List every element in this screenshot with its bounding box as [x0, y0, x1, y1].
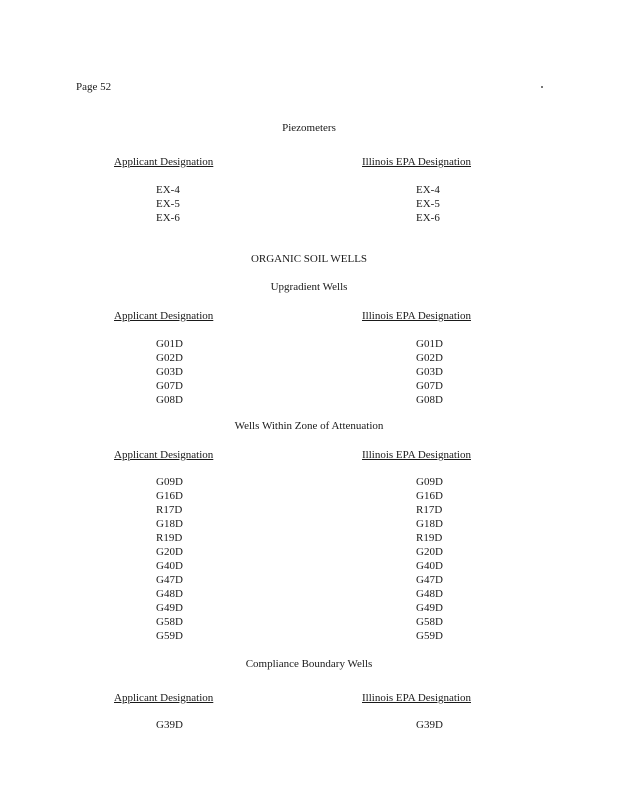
list-item: G39D	[156, 719, 183, 731]
applicant-header: Applicant Designation	[114, 310, 214, 322]
applicant-header: Applicant Designation	[114, 156, 214, 168]
epa-column	[416, 718, 456, 732]
list-item: G20D	[156, 546, 183, 558]
list-item: G08D	[156, 394, 183, 406]
applicant-column	[156, 475, 196, 643]
list-item: G20D	[416, 546, 443, 558]
list-item: G48D	[416, 588, 443, 600]
epa-header: Illinois EPA Designation	[362, 156, 471, 168]
list-item: G02D	[156, 352, 183, 364]
applicant-header: Applicant Designation	[114, 449, 214, 461]
section-title-attenuation: Wells Within Zone of Attenuation	[234, 420, 384, 432]
section-title-compliance: Compliance Boundary Wells	[245, 658, 373, 670]
epa-column	[416, 337, 456, 407]
applicant-column	[156, 337, 196, 407]
list-item: G07D	[416, 380, 443, 392]
list-item: EX-6	[156, 212, 180, 224]
epa-header: Illinois EPA Designation	[362, 692, 471, 704]
list-item: G40D	[416, 560, 443, 572]
list-item: G03D	[416, 366, 443, 378]
list-item: G58D	[416, 616, 443, 628]
list-item: G16D	[416, 490, 443, 502]
list-item: G59D	[156, 630, 183, 642]
list-item: G49D	[156, 602, 183, 614]
list-item: G47D	[416, 574, 443, 586]
list-item: G03D	[156, 366, 183, 378]
section-title-upgradient: Upgradient Wells	[270, 281, 348, 293]
applicant-column	[156, 183, 196, 225]
list-item: G58D	[156, 616, 183, 628]
list-item: G09D	[156, 476, 183, 488]
list-item: G01D	[156, 338, 183, 350]
list-item: G18D	[156, 518, 183, 530]
list-item: R17D	[416, 504, 443, 516]
epa-column	[416, 475, 456, 643]
list-item: G08D	[416, 394, 443, 406]
page-number: Page 52	[76, 81, 112, 93]
list-item: G47D	[156, 574, 183, 586]
section-title-piezometers: Piezometers	[282, 122, 336, 134]
list-item: G59D	[416, 630, 443, 642]
list-item: G09D	[416, 476, 443, 488]
list-item: G16D	[156, 490, 183, 502]
epa-column	[416, 183, 456, 225]
list-item: EX-4	[416, 184, 440, 196]
list-item: EX-4	[156, 184, 180, 196]
list-item: G01D	[416, 338, 443, 350]
list-item: EX-5	[156, 198, 180, 210]
list-item: R19D	[156, 532, 183, 544]
list-item: G49D	[416, 602, 443, 614]
list-item: G18D	[416, 518, 443, 530]
list-item: R17D	[156, 504, 183, 516]
list-item: G40D	[156, 560, 183, 572]
epa-header: Illinois EPA Designation	[362, 449, 471, 461]
list-item: G39D	[416, 719, 443, 731]
stray-mark	[541, 86, 543, 88]
list-item: EX-5	[416, 198, 440, 210]
epa-header: Illinois EPA Designation	[362, 310, 471, 322]
list-item: G07D	[156, 380, 183, 392]
applicant-column	[156, 718, 196, 732]
list-item: G48D	[156, 588, 183, 600]
section-title-organic-soil-wells: ORGANIC SOIL WELLS	[250, 253, 368, 265]
applicant-header: Applicant Designation	[114, 692, 214, 704]
list-item: EX-6	[416, 212, 440, 224]
list-item: G02D	[416, 352, 443, 364]
list-item: R19D	[416, 532, 443, 544]
